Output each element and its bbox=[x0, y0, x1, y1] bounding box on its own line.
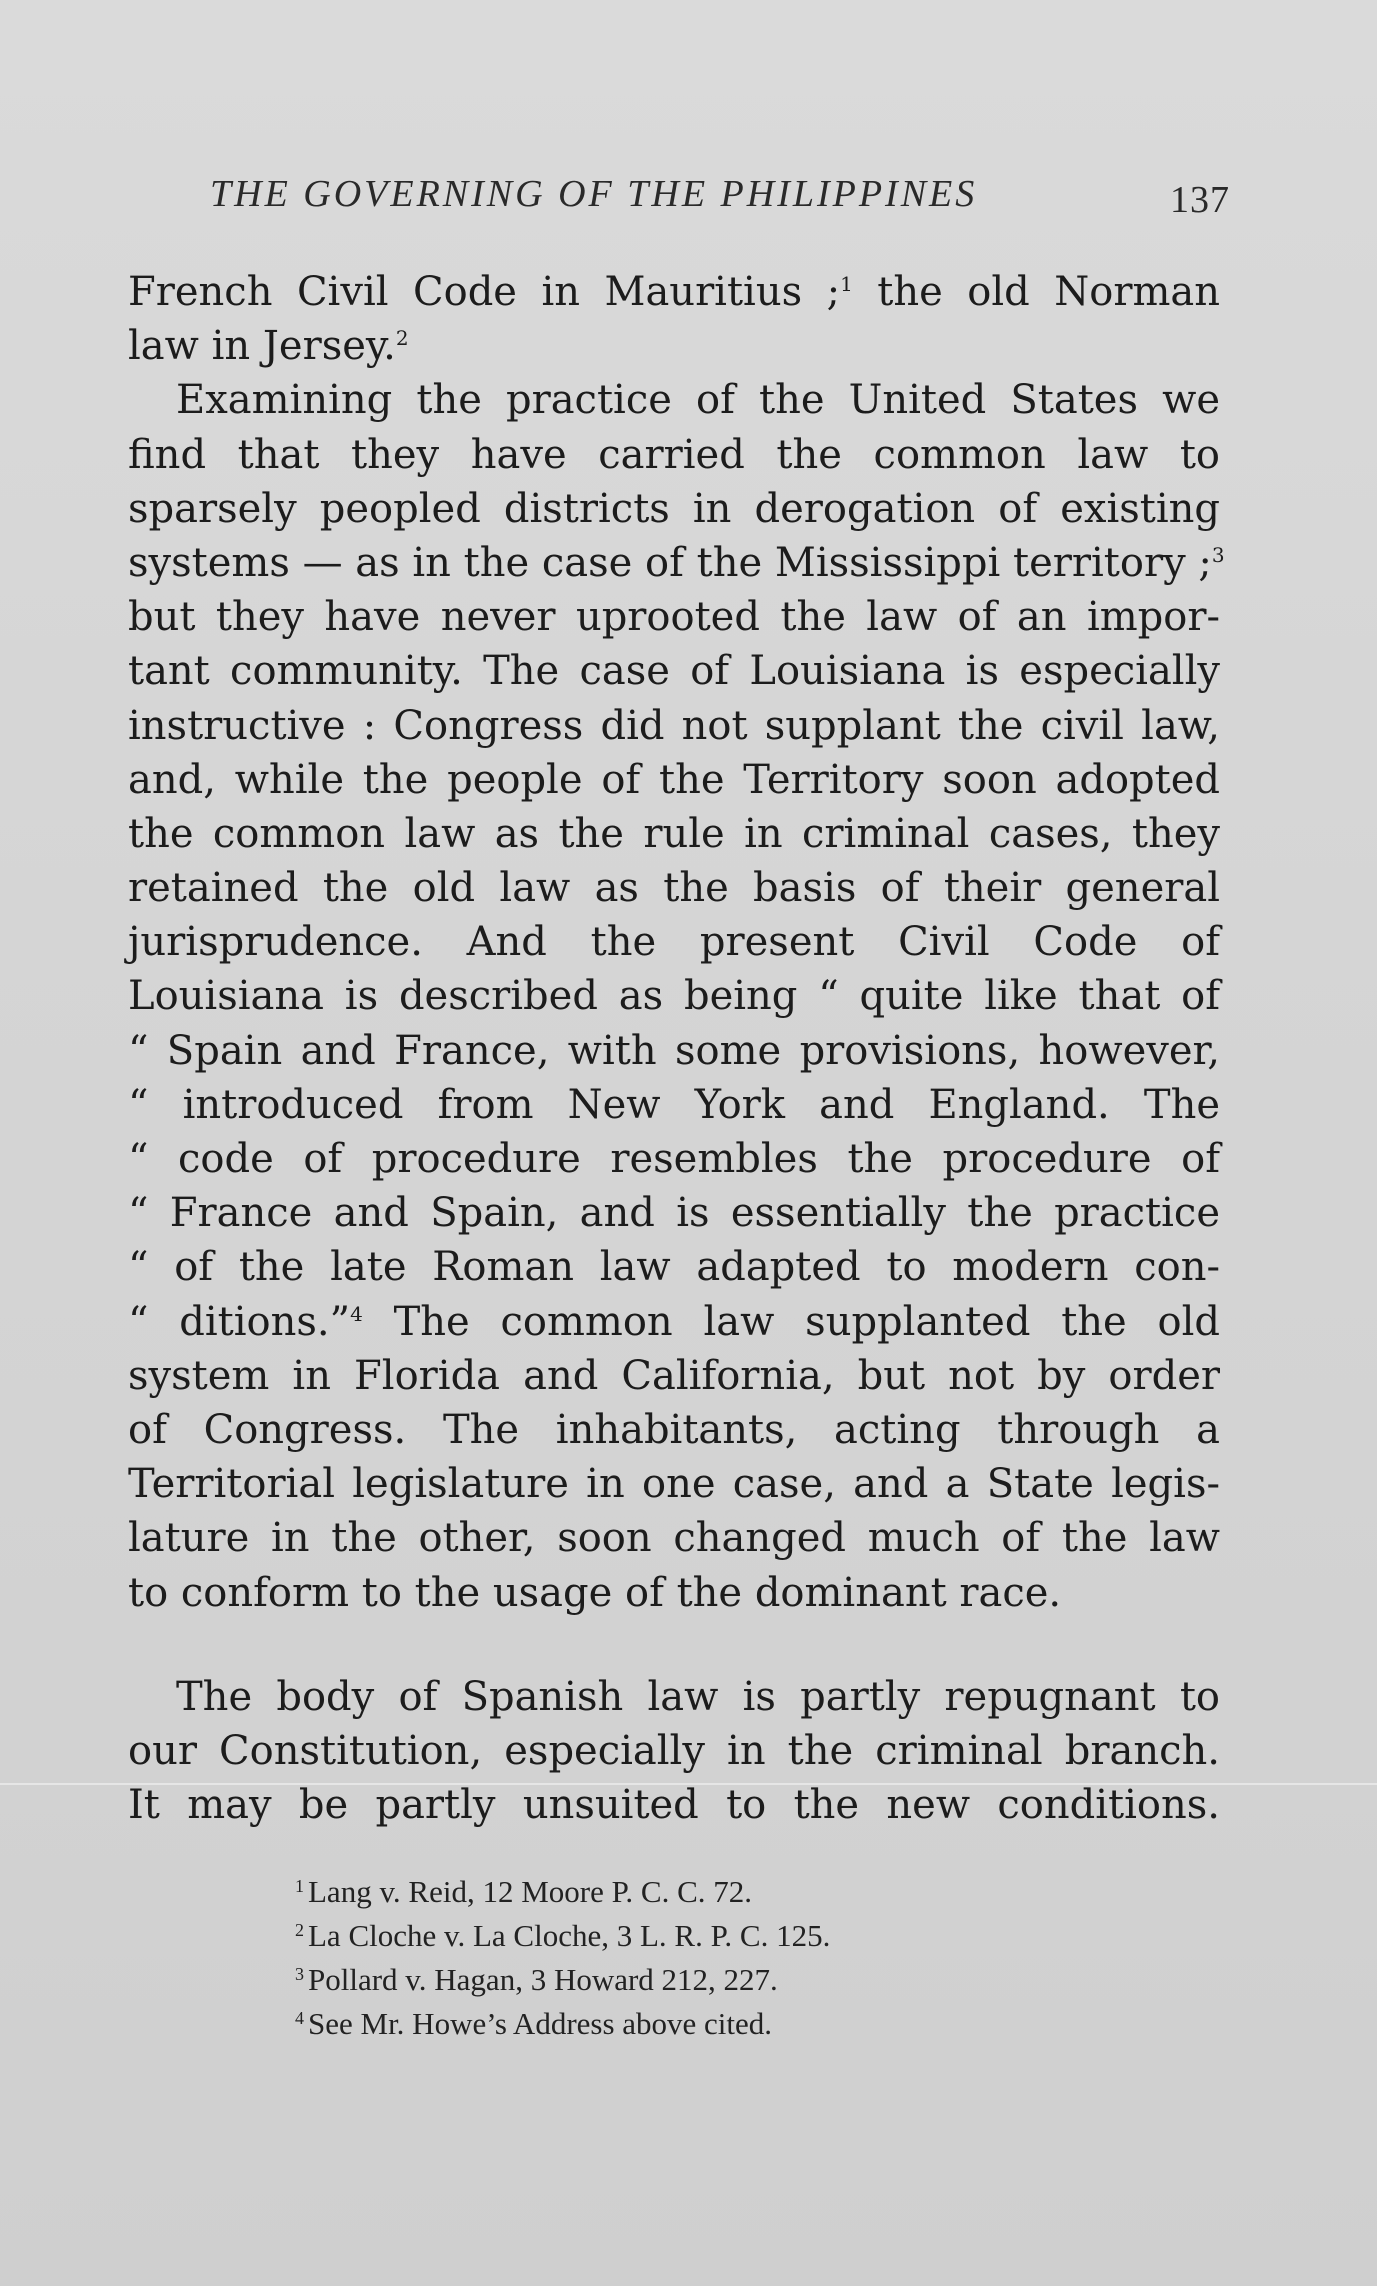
text-line: find that they have carried the common law to bbox=[128, 431, 1220, 478]
text-line: tant community. The case of Louisiana is especially bbox=[128, 648, 1220, 695]
text-line: Examining the practice of the United States we bbox=[176, 377, 1220, 424]
text-line: It may be partly unsuited to the new conditions. bbox=[128, 1782, 1220, 1829]
footnote: $^4$ See Mr. Howe’s Address above cited. bbox=[295, 2006, 773, 2041]
text-line: “ introduced from New York and England. The bbox=[128, 1081, 1220, 1128]
text-line: “ Spain and France, with some provisions, however, bbox=[128, 1027, 1220, 1074]
running-header bbox=[210, 172, 1230, 232]
text-line: systems — as in the case of the Mississippi territory ;$^3$ bbox=[128, 539, 1225, 586]
page-number: 137 bbox=[1170, 179, 1230, 221]
text-line: system in Florida and California, but not by order bbox=[128, 1352, 1220, 1399]
text-line: sparsely peopled districts in derogation of existing bbox=[128, 485, 1220, 532]
text-line: law in Jersey.$^2$ bbox=[128, 323, 409, 370]
text-line: retained the old law as the basis of their general bbox=[128, 865, 1220, 912]
text-line: Louisiana is described as being “ quite like that of bbox=[128, 973, 1220, 1020]
text-line: lature in the other, soon changed much of the law bbox=[128, 1515, 1220, 1562]
text-line: The body of Spanish law is partly repugnant to bbox=[176, 1674, 1220, 1720]
text-line: “ code of procedure resembles the procedure of bbox=[128, 1136, 1220, 1182]
text-line: instructive : Congress did not supplant the civil law, bbox=[128, 702, 1220, 749]
text-line: “ of the late Roman law adapted to modern con- bbox=[128, 1244, 1220, 1291]
text-line: “ France and Spain, and is essentially the practice bbox=[128, 1190, 1220, 1237]
text-line: “ ditions.”$^4$ The common law supplanted the old bbox=[128, 1298, 1221, 1345]
text-line: of Congress. The inhabitants, acting through a bbox=[128, 1406, 1220, 1453]
footnote-mark: 4 bbox=[350, 1301, 363, 1326]
paragraph-1 bbox=[128, 265, 1225, 1620]
text-line: the common law as the rule in criminal cases, they bbox=[128, 810, 1220, 857]
paragraph-2 bbox=[128, 1670, 1220, 1833]
text-line: our Constitution, especially in the criminal branch. bbox=[128, 1728, 1220, 1775]
footnote-mark: 1 bbox=[840, 272, 853, 296]
text-line: and, while the people of the Territory soon adopted bbox=[128, 756, 1220, 803]
footnote: $^1$ Lang v. Reid, 12 Moore P. C. C. 72. bbox=[295, 1874, 753, 1909]
text-line: Territorial legislature in one case, and a State legis- bbox=[128, 1461, 1220, 1508]
text-line: French Civil Code in Mauritius ;$^1$ the old Norman bbox=[128, 269, 1220, 315]
footnote-mark: 3 bbox=[1211, 542, 1225, 567]
text-line: to conform to the usage of the dominant race. bbox=[128, 1569, 1062, 1616]
footnote: $^2$ La Cloche v. La Cloche, 3 L. R. P. C. 125. bbox=[295, 1918, 831, 1953]
text-line: jurisprudence. And the present Civil Code of bbox=[128, 919, 1220, 966]
footnote: $^3$ Pollard v. Hagan, 3 Howard 212, 227. bbox=[295, 1962, 778, 1997]
footnotes bbox=[295, 1870, 1075, 2046]
running-title: THE GOVERNING OF THE PHILIPPINES bbox=[210, 173, 978, 215]
text-line: but they have never uprooted the law of an impor- bbox=[128, 594, 1220, 641]
footnote-mark: 2 bbox=[395, 326, 409, 351]
